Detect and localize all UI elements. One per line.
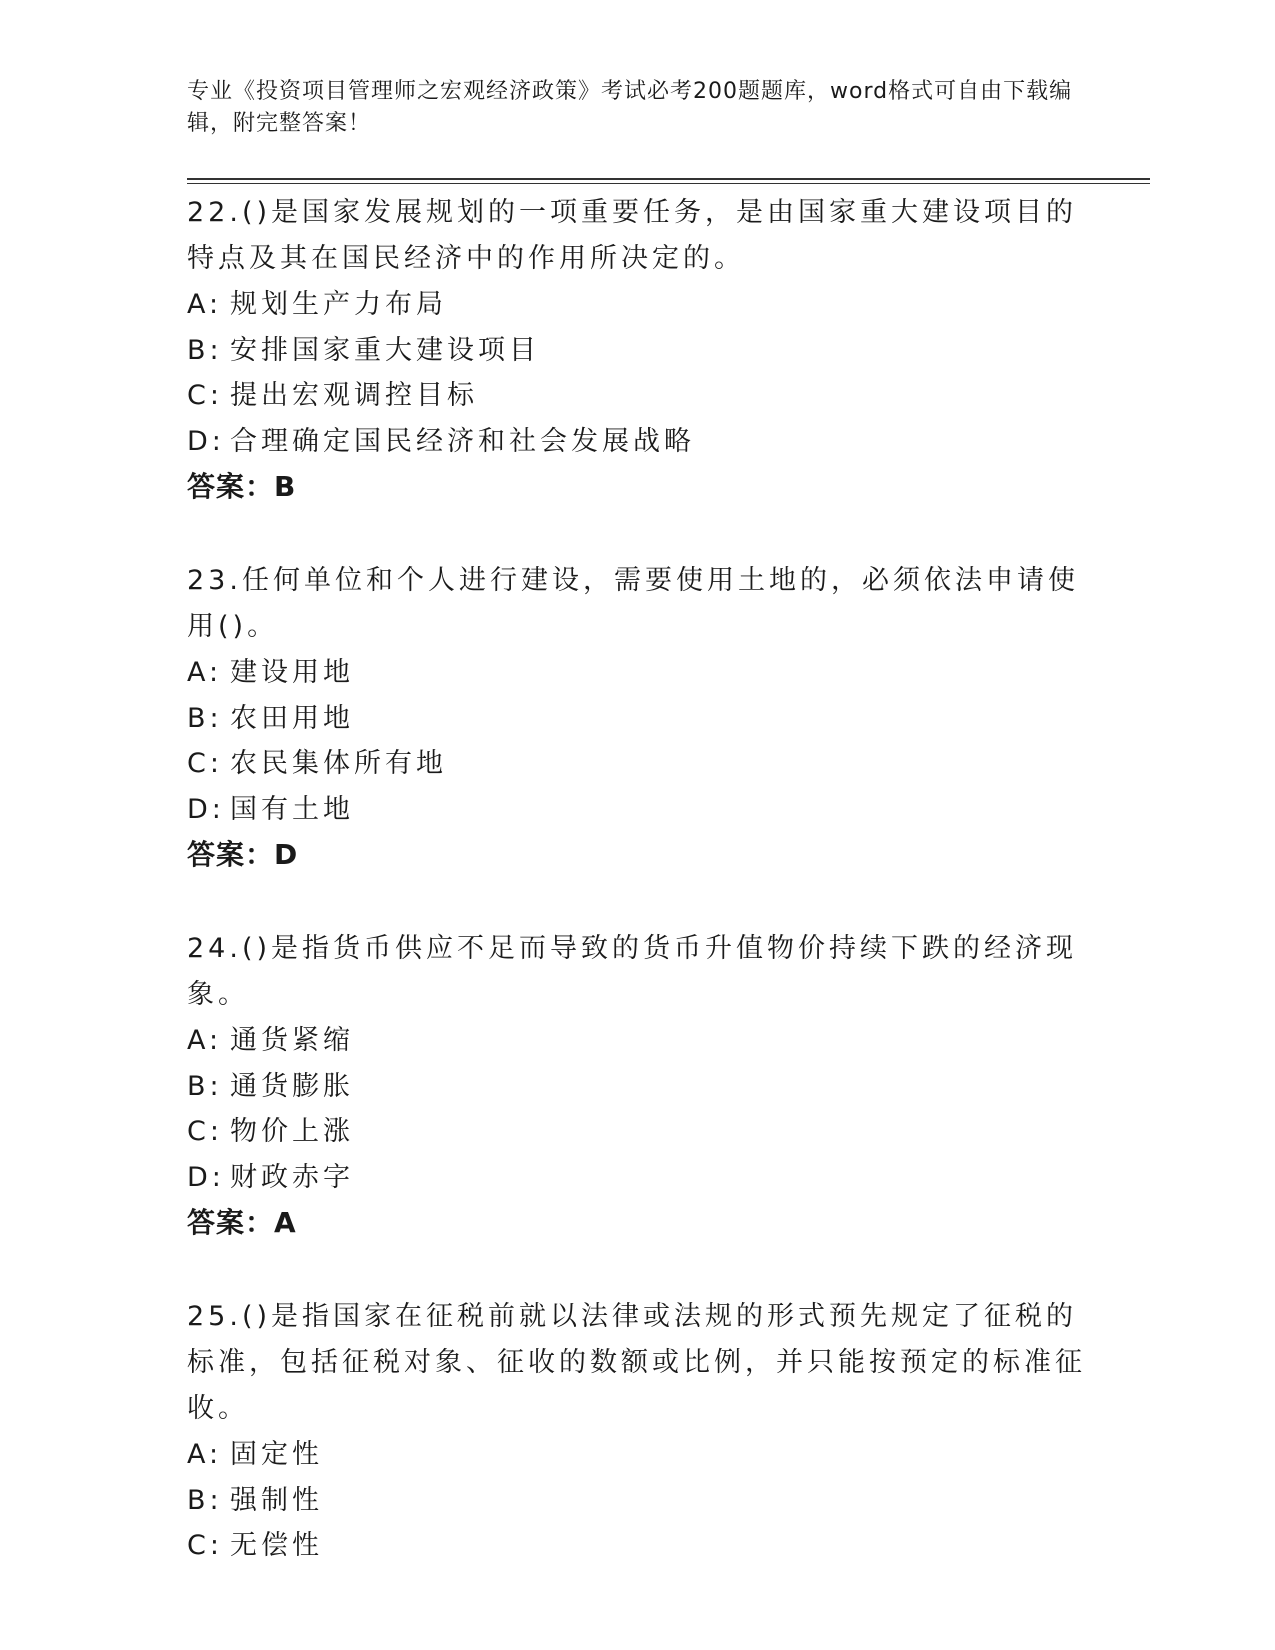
option-c — [187, 741, 1087, 787]
option-c — [187, 373, 1087, 419]
option-key: A: — [187, 1439, 223, 1470]
option-b — [187, 1478, 1087, 1524]
option-key: C: — [187, 1116, 223, 1147]
option-key: D: — [187, 425, 225, 457]
answer-line: 答案：B — [187, 470, 297, 503]
question-stem: 25.()是指国家在征税前就以法律或法规的形式预先规定了征税的标准，包括征税对象、征收的数额或比例，并只能按预定的标准征收。 — [187, 1301, 1086, 1424]
option-key: B: — [187, 702, 223, 734]
option-key: C: — [187, 380, 223, 411]
option-text: 固定性 — [230, 1439, 323, 1470]
question-stem: 24.()是指货币供应不足而导致的货币升值物价持续下跌的经济现象。 — [187, 933, 1078, 1010]
option-text: 建设用地 — [230, 657, 354, 688]
option-key: A: — [187, 1025, 223, 1056]
document-header-note: 专业《投资项目管理师之宏观经济政策》考试必考200题题库，word格式可自由下载编辑，附完整答案！ — [187, 79, 1073, 136]
question-25 — [187, 1294, 1087, 1569]
option-a — [187, 650, 1087, 696]
option-b — [187, 696, 1087, 742]
option-key: C: — [187, 1530, 223, 1561]
option-text: 无偿性 — [230, 1530, 323, 1561]
option-key: B: — [187, 1484, 223, 1516]
header-divider-thin — [187, 183, 1150, 184]
question-22 — [187, 190, 1087, 510]
option-text: 农民集体所有地 — [230, 748, 447, 779]
option-a — [187, 1018, 1087, 1064]
option-key: B: — [187, 1070, 223, 1102]
question-24 — [187, 926, 1087, 1246]
option-text: 规划生产力布局 — [230, 289, 447, 320]
option-text: 通货膨胀 — [230, 1070, 354, 1102]
option-c — [187, 1523, 1087, 1569]
option-b — [187, 1064, 1087, 1110]
option-text: 农田用地 — [230, 702, 354, 734]
question-stem: 23.任何单位和个人进行建设，需要使用土地的，必须依法申请使用()。 — [187, 565, 1079, 642]
option-key: A: — [187, 289, 223, 320]
option-key: A: — [187, 657, 223, 688]
option-key: B: — [187, 334, 223, 366]
option-a — [187, 1432, 1087, 1478]
option-text: 提出宏观调控目标 — [230, 380, 478, 411]
question-stem: 22.()是国家发展规划的一项重要任务，是由国家重大建设项目的特点及其在国民经济中的作用所决定的。 — [187, 197, 1078, 274]
option-d — [187, 787, 1087, 833]
option-d — [187, 1155, 1087, 1201]
option-d — [187, 419, 1087, 465]
option-text: 国有土地 — [230, 793, 354, 825]
option-a — [187, 282, 1087, 328]
header-divider-thick — [187, 178, 1150, 180]
option-text: 安排国家重大建设项目 — [230, 334, 540, 366]
option-text: 财政赤字 — [230, 1161, 354, 1193]
option-text: 强制性 — [230, 1484, 323, 1516]
option-key: D: — [187, 1161, 225, 1193]
option-key: D: — [187, 793, 225, 825]
option-key: C: — [187, 748, 223, 779]
answer-line: 答案：D — [187, 838, 299, 871]
option-text: 物价上涨 — [230, 1116, 354, 1147]
option-b — [187, 328, 1087, 374]
option-text: 通货紧缩 — [230, 1025, 354, 1056]
option-c — [187, 1109, 1087, 1155]
question-list — [187, 190, 1087, 1617]
option-text: 合理确定国民经济和社会发展战略 — [230, 425, 695, 457]
question-23 — [187, 558, 1087, 878]
answer-line: 答案：A — [187, 1206, 297, 1239]
